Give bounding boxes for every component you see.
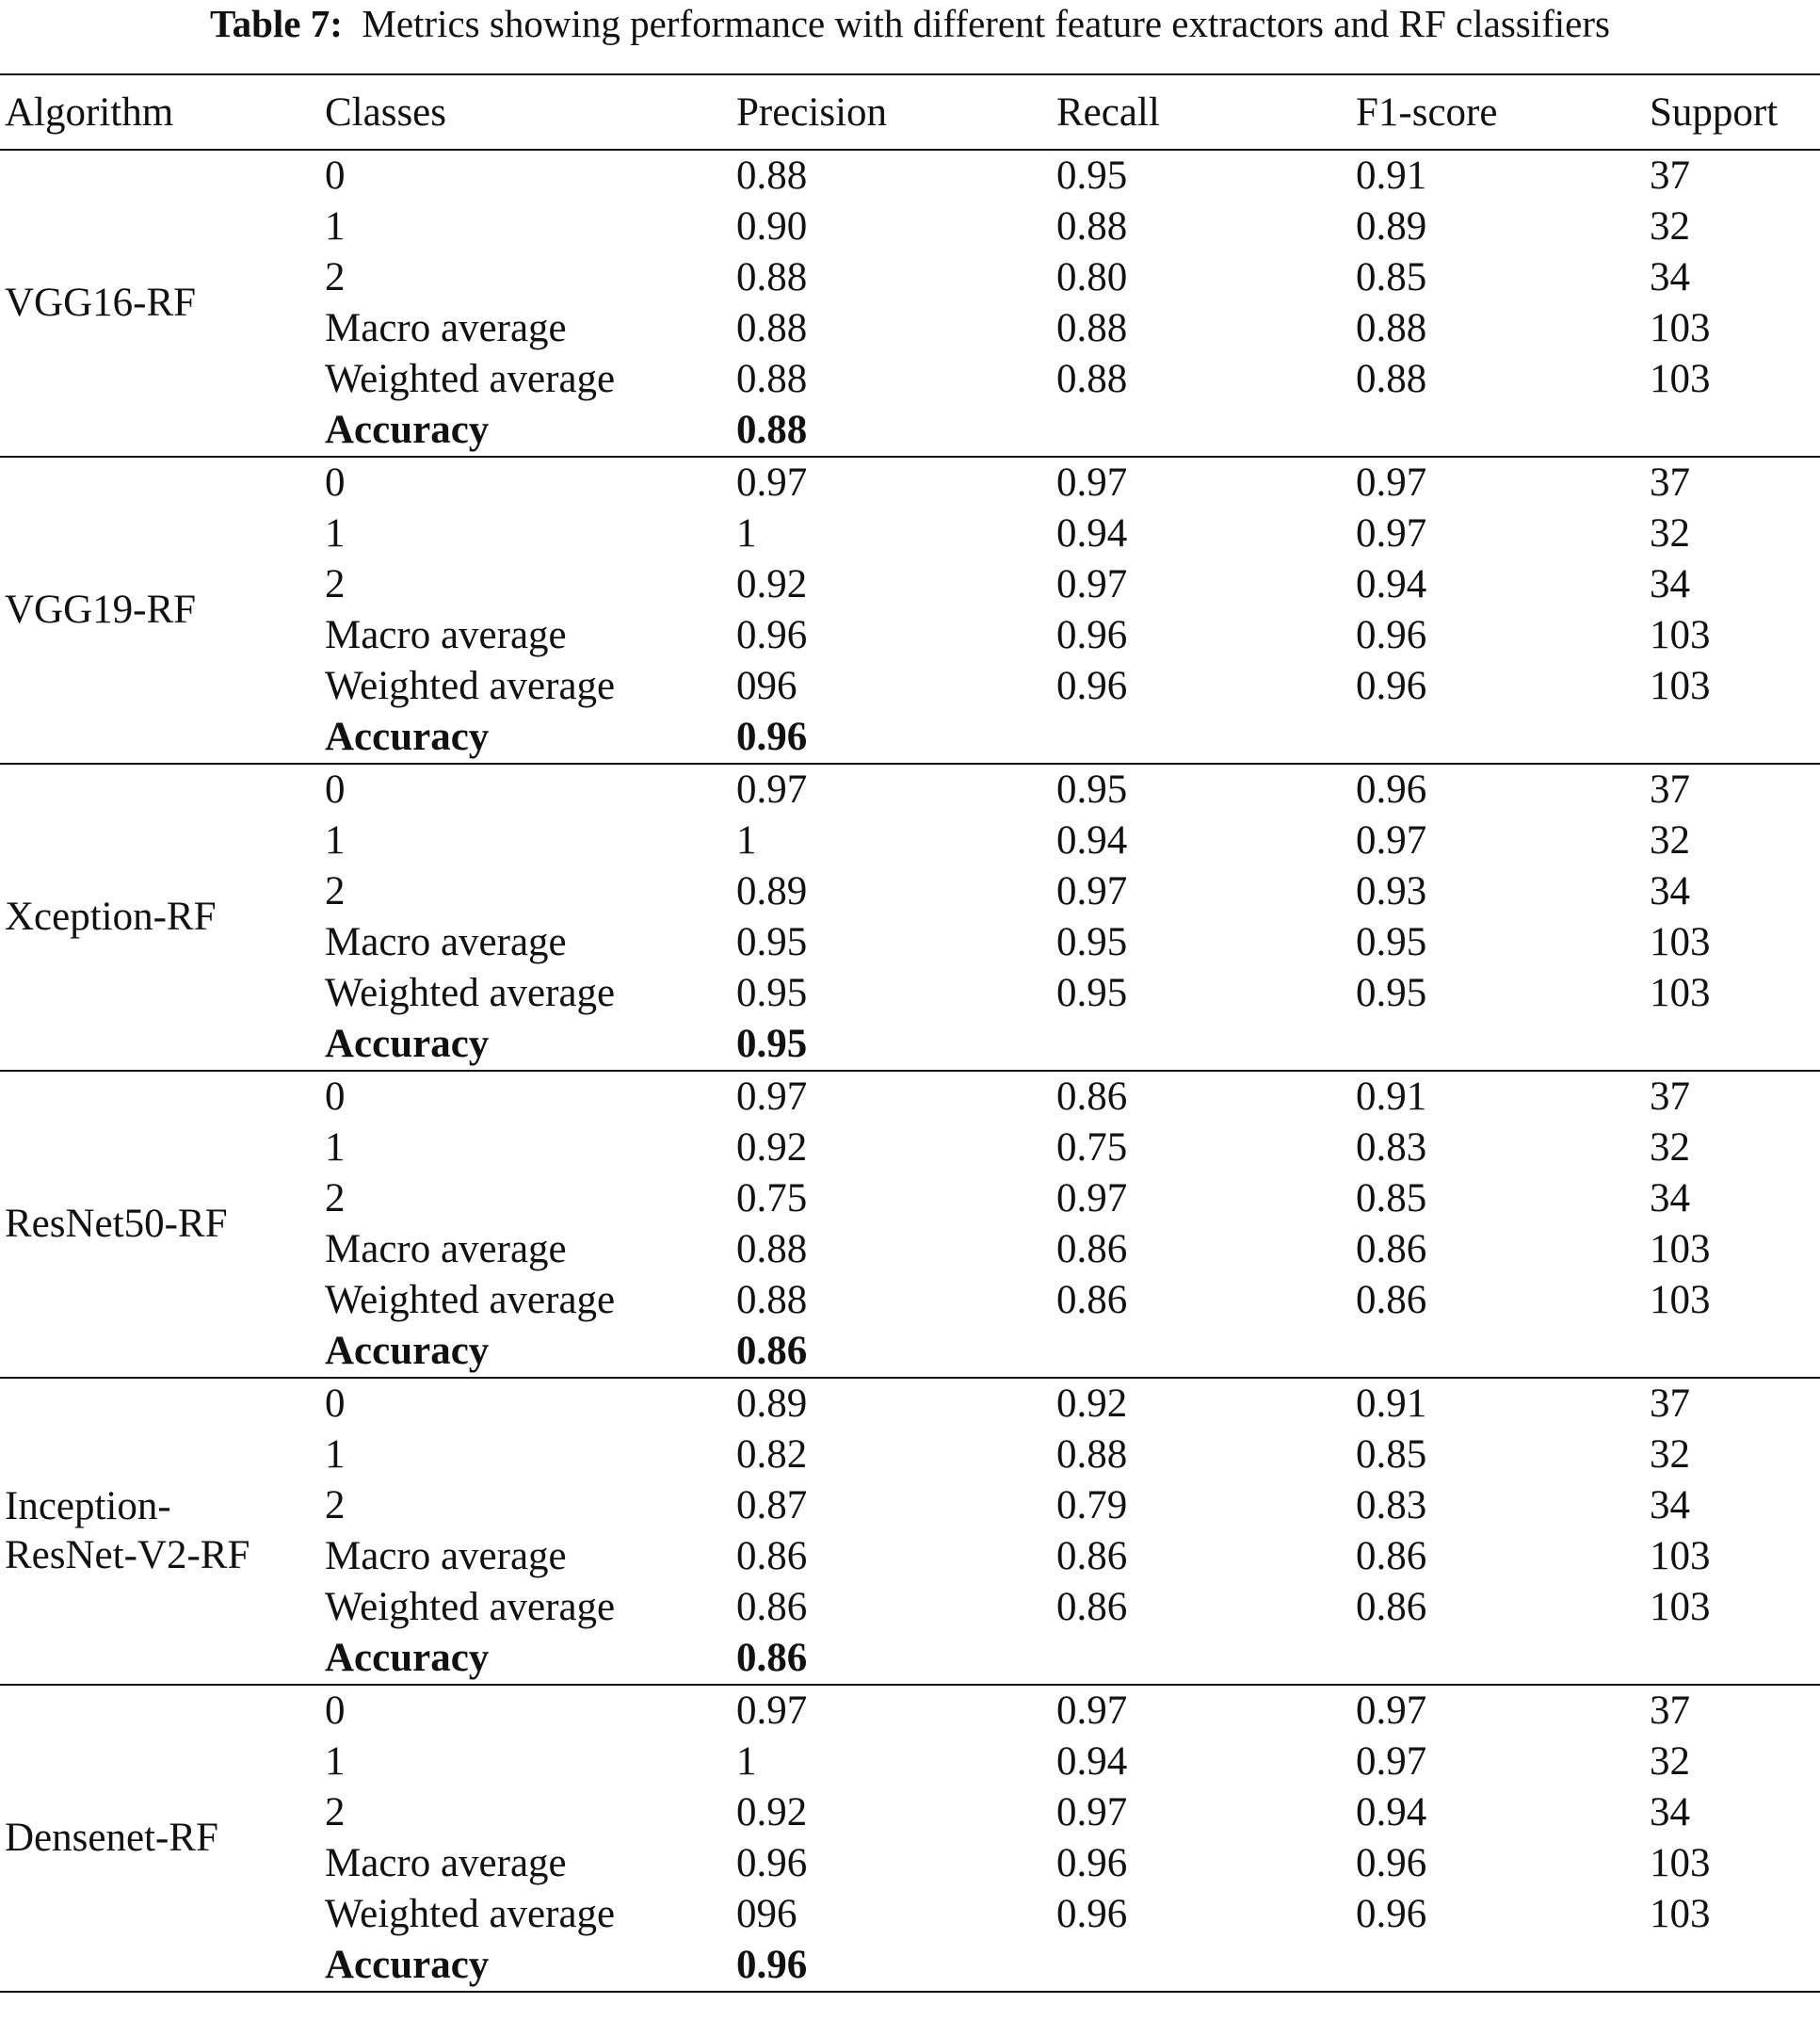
class-cell: 2 (325, 1790, 346, 1834)
recall-cell: 0.96 (1056, 1892, 1128, 1936)
empty-cell (1645, 1326, 1820, 1378)
f1-score-cell: 0.85 (1356, 1432, 1427, 1477)
header-row (0, 74, 1820, 150)
class-cell: Macro average (325, 1841, 567, 1885)
recall-cell: 0.92 (1056, 1382, 1128, 1426)
class-cell: Weighted average (325, 357, 616, 401)
precision-cell: 0.88 (736, 1278, 808, 1322)
precision-cell: 0.89 (736, 869, 808, 913)
support-cell: 103 (1650, 1585, 1711, 1629)
accuracy-value: 0.95 (736, 1022, 808, 1066)
support-cell: 34 (1650, 1790, 1690, 1834)
support-cell: 103 (1650, 1892, 1711, 1936)
f1-score-cell: 0.96 (1356, 768, 1427, 812)
accuracy-label: Accuracy (325, 715, 490, 759)
empty-cell (1645, 712, 1820, 764)
f1-score-cell: 0.85 (1356, 1176, 1427, 1220)
class-cell: 1 (325, 1739, 346, 1784)
accuracy-label: Accuracy (325, 1329, 490, 1373)
class-cell: Weighted average (325, 664, 616, 708)
f1-score-cell: 0.96 (1356, 664, 1427, 708)
recall-cell: 0.79 (1056, 1483, 1128, 1527)
header-algorithm: Algorithm (5, 89, 174, 135)
class-cell: Macro average (325, 920, 567, 964)
class-cell: 1 (325, 204, 346, 249)
recall-cell: 0.95 (1056, 920, 1128, 964)
accuracy-label: Accuracy (325, 408, 490, 452)
recall-cell: 0.96 (1056, 664, 1128, 708)
recall-cell: 0.88 (1056, 204, 1128, 249)
recall-cell: 0.96 (1056, 613, 1128, 657)
precision-cell: 0.96 (736, 1841, 808, 1885)
empty-cell (1052, 1019, 1351, 1071)
table-row (0, 1071, 1820, 1123)
accuracy-value: 0.96 (736, 715, 808, 759)
support-cell: 37 (1650, 1075, 1690, 1119)
class-cell: 0 (325, 1382, 346, 1426)
class-cell: 0 (325, 154, 346, 198)
table-row (0, 1378, 1820, 1430)
class-cell: Macro average (325, 1534, 567, 1578)
precision-cell: 0.95 (736, 971, 808, 1015)
precision-cell: 0.97 (736, 768, 808, 812)
precision-cell: 0.82 (736, 1432, 808, 1477)
precision-cell: 096 (736, 664, 797, 708)
recall-cell: 0.86 (1056, 1585, 1128, 1629)
algorithm-name: VGG16-RF (5, 281, 197, 325)
support-cell: 34 (1650, 869, 1690, 913)
precision-cell: 0.88 (736, 357, 808, 401)
algorithm-name: Xception-RF (5, 895, 217, 939)
recall-cell: 0.95 (1056, 768, 1128, 812)
precision-cell: 0.86 (736, 1585, 808, 1629)
recall-cell: 0.97 (1056, 1176, 1128, 1220)
precision-cell: 0.92 (736, 1790, 808, 1834)
algorithm-name-line: ResNet-V2-RF (5, 1533, 250, 1577)
algorithm-group (0, 1378, 1820, 1685)
f1-score-cell: 0.97 (1356, 818, 1427, 863)
recall-cell: 0.86 (1056, 1227, 1128, 1271)
support-cell: 32 (1650, 1432, 1690, 1477)
empty-cell (1645, 1633, 1820, 1685)
support-cell: 37 (1650, 768, 1690, 812)
empty-cell (1645, 1019, 1820, 1071)
f1-score-cell: 0.89 (1356, 204, 1427, 249)
precision-cell: 0.95 (736, 920, 808, 964)
recall-cell: 0.95 (1056, 154, 1128, 198)
recall-cell: 0.86 (1056, 1278, 1128, 1322)
precision-cell: 0.88 (736, 1227, 808, 1271)
support-cell: 103 (1650, 1227, 1711, 1271)
class-cell: Weighted average (325, 1892, 616, 1936)
f1-score-cell: 0.86 (1356, 1585, 1427, 1629)
recall-cell: 0.88 (1056, 357, 1128, 401)
support-cell: 37 (1650, 154, 1690, 198)
recall-cell: 0.97 (1056, 1790, 1128, 1834)
precision-cell: 0.97 (736, 461, 808, 505)
recall-cell: 0.94 (1056, 511, 1128, 556)
class-cell: 2 (325, 869, 346, 913)
support-cell: 34 (1650, 562, 1690, 606)
f1-score-cell: 0.83 (1356, 1483, 1427, 1527)
f1-score-cell: 0.93 (1356, 869, 1427, 913)
algorithm-name: ResNet50-RF (5, 1202, 228, 1246)
accuracy-label: Accuracy (325, 1943, 490, 1987)
support-cell: 32 (1650, 1125, 1690, 1170)
empty-cell (1351, 1019, 1645, 1071)
recall-cell: 0.96 (1056, 1841, 1128, 1885)
algorithm-cell (0, 1685, 320, 1992)
f1-score-cell: 0.86 (1356, 1534, 1427, 1578)
empty-cell (1351, 1940, 1645, 1992)
empty-cell (1052, 1940, 1351, 1992)
precision-cell: 096 (736, 1892, 797, 1936)
support-cell: 32 (1650, 204, 1690, 249)
table-row (0, 150, 1820, 202)
class-cell: 0 (325, 1075, 346, 1119)
class-cell: Weighted average (325, 1585, 616, 1629)
accuracy-value: 0.96 (736, 1943, 808, 1987)
f1-score-cell: 0.91 (1356, 154, 1427, 198)
support-cell: 103 (1650, 664, 1711, 708)
recall-cell: 0.86 (1056, 1534, 1128, 1578)
support-cell: 32 (1650, 1739, 1690, 1784)
support-cell: 32 (1650, 511, 1690, 556)
f1-score-cell: 0.88 (1356, 357, 1427, 401)
recall-cell: 0.88 (1056, 306, 1128, 350)
f1-score-cell: 0.96 (1356, 1841, 1427, 1885)
header-support: Support (1650, 89, 1779, 135)
recall-cell: 0.97 (1056, 461, 1128, 505)
support-cell: 34 (1650, 255, 1690, 299)
support-cell: 103 (1650, 1278, 1711, 1322)
metrics-table (0, 73, 1820, 1993)
class-cell: 1 (325, 818, 346, 863)
f1-score-cell: 0.83 (1356, 1125, 1427, 1170)
header-f1-score: F1-score (1356, 89, 1498, 135)
class-cell: 2 (325, 255, 346, 299)
f1-score-cell: 0.96 (1356, 613, 1427, 657)
support-cell: 103 (1650, 971, 1711, 1015)
precision-cell: 0.86 (736, 1534, 808, 1578)
support-cell: 103 (1650, 357, 1711, 401)
class-cell: Macro average (325, 613, 567, 657)
f1-score-cell: 0.86 (1356, 1227, 1427, 1271)
precision-cell: 0.88 (736, 255, 808, 299)
empty-cell (1052, 405, 1351, 457)
precision-cell: 0.97 (736, 1689, 808, 1733)
table-caption-text: Metrics showing performance with different feature extractors and RF classifiers (362, 2, 1610, 45)
class-cell: Weighted average (325, 1278, 616, 1322)
support-cell: 37 (1650, 461, 1690, 505)
algorithm-cell (0, 150, 320, 457)
f1-score-cell: 0.86 (1356, 1278, 1427, 1322)
accuracy-label: Accuracy (325, 1022, 490, 1066)
f1-score-cell: 0.91 (1356, 1075, 1427, 1119)
class-cell: Macro average (325, 306, 567, 350)
precision-cell: 1 (736, 1739, 757, 1784)
f1-score-cell: 0.88 (1356, 306, 1427, 350)
algorithm-group (0, 150, 1820, 457)
recall-cell: 0.97 (1056, 869, 1128, 913)
class-cell: 1 (325, 1125, 346, 1170)
table-row (0, 1685, 1820, 1737)
empty-cell (1351, 1326, 1645, 1378)
precision-cell: 0.75 (736, 1176, 808, 1220)
empty-cell (1645, 1940, 1820, 1992)
table-header (0, 74, 1820, 150)
table-caption-label: Table 7: (210, 2, 343, 45)
f1-score-cell: 0.97 (1356, 461, 1427, 505)
precision-cell: 0.92 (736, 1125, 808, 1170)
algorithm-name: Densenet-RF (5, 1816, 218, 1860)
accuracy-value: 0.86 (736, 1636, 808, 1680)
table-caption (0, 0, 1820, 47)
algorithm-group (0, 1071, 1820, 1378)
class-cell: 1 (325, 511, 346, 556)
f1-score-cell: 0.97 (1356, 511, 1427, 556)
accuracy-label: Accuracy (325, 1636, 490, 1680)
support-cell: 103 (1650, 920, 1711, 964)
precision-cell: 0.92 (736, 562, 808, 606)
recall-cell: 0.88 (1056, 1432, 1128, 1477)
precision-cell: 0.96 (736, 613, 808, 657)
support-cell: 103 (1650, 1841, 1711, 1885)
empty-cell (1351, 405, 1645, 457)
recall-cell: 0.75 (1056, 1125, 1128, 1170)
empty-cell (1351, 1633, 1645, 1685)
precision-cell: 0.90 (736, 204, 808, 249)
table-row (0, 457, 1820, 509)
empty-cell (1052, 712, 1351, 764)
support-cell: 103 (1650, 613, 1711, 657)
f1-score-cell: 0.91 (1356, 1382, 1427, 1426)
algorithm-name: VGG19-RF (5, 588, 197, 632)
class-cell: 2 (325, 1176, 346, 1220)
class-cell: 2 (325, 1483, 346, 1527)
recall-cell: 0.94 (1056, 1739, 1128, 1784)
header-precision: Precision (736, 89, 888, 135)
recall-cell: 0.86 (1056, 1075, 1128, 1119)
support-cell: 103 (1650, 1534, 1711, 1578)
algorithm-cell (0, 457, 320, 764)
precision-cell: 0.89 (736, 1382, 808, 1426)
f1-score-cell: 0.97 (1356, 1739, 1427, 1784)
class-cell: 0 (325, 1689, 346, 1733)
empty-cell (1052, 1633, 1351, 1685)
empty-cell (1645, 405, 1820, 457)
empty-cell (1052, 1326, 1351, 1378)
header-classes: Classes (325, 89, 446, 135)
table-row (0, 764, 1820, 816)
accuracy-value: 0.88 (736, 408, 808, 452)
recall-cell: 0.80 (1056, 255, 1128, 299)
algorithm-group (0, 1685, 1820, 1992)
precision-cell: 0.87 (736, 1483, 808, 1527)
algorithm-cell (0, 1378, 320, 1685)
f1-score-cell: 0.94 (1356, 562, 1427, 606)
accuracy-value: 0.86 (736, 1329, 808, 1373)
precision-cell: 0.88 (736, 306, 808, 350)
algorithm-cell (0, 1071, 320, 1378)
algorithm-group (0, 457, 1820, 764)
f1-score-cell: 0.96 (1356, 1892, 1427, 1936)
support-cell: 37 (1650, 1382, 1690, 1426)
precision-cell: 1 (736, 511, 757, 556)
algorithm-group (0, 764, 1820, 1071)
support-cell: 34 (1650, 1483, 1690, 1527)
recall-cell: 0.97 (1056, 562, 1128, 606)
precision-cell: 1 (736, 818, 757, 863)
class-cell: 2 (325, 562, 346, 606)
recall-cell: 0.97 (1056, 1689, 1128, 1733)
class-cell: Macro average (325, 1227, 567, 1271)
f1-score-cell: 0.97 (1356, 1689, 1427, 1733)
precision-cell: 0.97 (736, 1075, 808, 1119)
support-cell: 32 (1650, 818, 1690, 863)
class-cell: 0 (325, 768, 346, 812)
class-cell: 1 (325, 1432, 346, 1477)
f1-score-cell: 0.94 (1356, 1790, 1427, 1834)
algorithm-name-line: Inception- (5, 1484, 171, 1528)
empty-cell (1351, 712, 1645, 764)
support-cell: 37 (1650, 1689, 1690, 1733)
header-recall: Recall (1056, 89, 1160, 135)
f1-score-cell: 0.85 (1356, 255, 1427, 299)
f1-score-cell: 0.95 (1356, 971, 1427, 1015)
support-cell: 34 (1650, 1176, 1690, 1220)
recall-cell: 0.95 (1056, 971, 1128, 1015)
f1-score-cell: 0.95 (1356, 920, 1427, 964)
class-cell: Weighted average (325, 971, 616, 1015)
class-cell: 0 (325, 461, 346, 505)
precision-cell: 0.88 (736, 154, 808, 198)
recall-cell: 0.94 (1056, 818, 1128, 863)
algorithm-cell (0, 764, 320, 1071)
support-cell: 103 (1650, 306, 1711, 350)
